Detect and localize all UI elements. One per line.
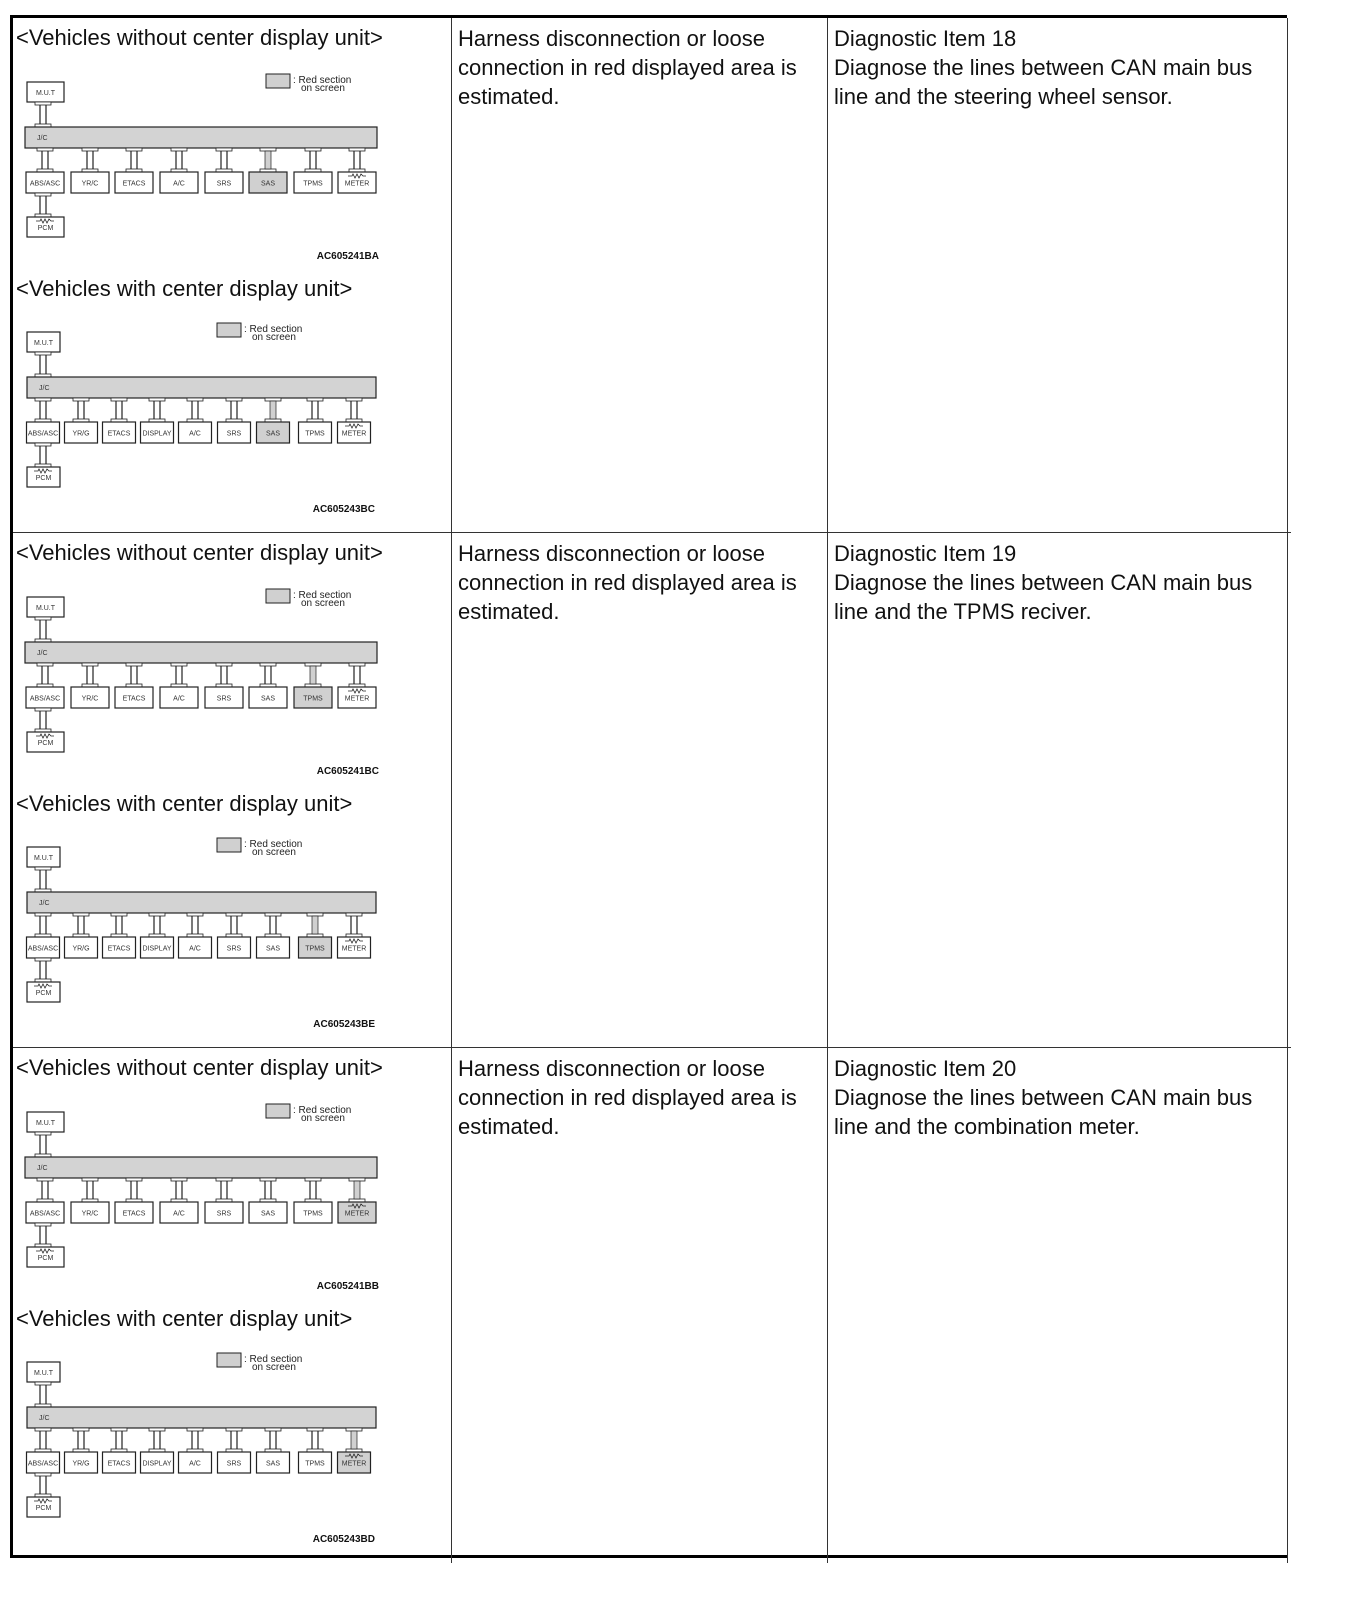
diagnostic-item-cell (828, 1048, 1288, 1563)
legend-text: : Red section (244, 1354, 303, 1365)
ecu-node-label: DISPLAY (142, 430, 172, 438)
legend-text: : Red section (244, 324, 303, 335)
connector-cap (35, 1473, 51, 1476)
ecu-node-label: YR/G (72, 945, 90, 953)
connector-cap (265, 913, 281, 916)
diagram-svg (13, 585, 393, 785)
legend-text: on screen (252, 332, 296, 343)
connector-cap (260, 148, 276, 151)
connector-line (354, 1181, 360, 1199)
ecu-node-label: TPMS (305, 430, 325, 438)
ecu-node-label: SRS (226, 430, 242, 438)
connector-cap (265, 398, 281, 401)
ecu-node-label: ETACS (107, 430, 131, 438)
diagram-cell (13, 18, 452, 532)
ecu-node-label: ABS/ASC (27, 430, 59, 438)
ecu-node-label: A/C (173, 1210, 185, 1218)
diagram-svg (13, 320, 393, 520)
ecu-node-label: ABS/ASC (27, 1460, 59, 1468)
connector-cap (149, 398, 165, 401)
connector-cap (126, 1178, 142, 1181)
ecu-node-label: ABS/ASC (27, 945, 59, 953)
legend-text: on screen (252, 847, 296, 858)
connector-cap (226, 398, 242, 401)
diagram-group (27, 323, 377, 515)
legend-swatch (266, 74, 290, 88)
connector-cap (35, 708, 51, 711)
ecu-node-label: SRS (216, 695, 232, 703)
figure-code: AC605243BC (312, 504, 375, 515)
ecu-node-label: DISPLAY (142, 1460, 172, 1468)
connector-cap (35, 617, 51, 620)
pcm-label: PCM (37, 1255, 54, 1262)
connector-cap (35, 1223, 51, 1226)
ecu-node-label: SAS (265, 1460, 281, 1468)
connector-cap (260, 1178, 276, 1181)
connector-cap (307, 398, 323, 401)
connector-cap (35, 867, 51, 870)
can-bus-label: J/C (39, 385, 50, 392)
ecu-node-label: TPMS (303, 1210, 323, 1218)
connector-line (351, 1431, 357, 1449)
connector-cap (111, 913, 127, 916)
legend-text: : Red section (244, 839, 303, 850)
ecu-node-label: METER (344, 1210, 370, 1218)
connector-cap (187, 398, 203, 401)
can-bus-diagram (13, 1350, 393, 1550)
connector-cap (187, 1428, 203, 1431)
figure-code: AC605243BD (312, 1534, 375, 1545)
diagram-group (27, 838, 377, 1030)
ecu-node-label: ABS/ASC (29, 180, 61, 188)
connector-cap (216, 663, 232, 666)
ecu-node-label: METER (344, 695, 370, 703)
ecu-node-label: ETACS (107, 945, 131, 953)
ecu-node-label: YR/C (81, 180, 99, 188)
diagnostic-item-description: Diagnose the lines between CAN main bus line and the TPMS reciver. (834, 570, 1253, 624)
vehicle-variant-label: <Vehicles with center display unit> (16, 791, 353, 816)
connector-cap (346, 398, 362, 401)
connector-cap (171, 148, 187, 151)
table-row (13, 533, 1291, 1048)
connector-cap (35, 352, 51, 355)
connector-cap (346, 913, 362, 916)
diagnostic-item-cell (828, 533, 1288, 1047)
diagnostic-item-cell (828, 18, 1288, 532)
harness-cause: Harness disconnection or loose connection in red displayed area is estimated. (452, 533, 828, 1047)
diagnostic-item-title: Diagnostic Item 18 (834, 26, 1017, 51)
connector-cap (37, 148, 53, 151)
connector-cap (126, 663, 142, 666)
diagram-cell (13, 1048, 452, 1563)
pcm-label: PCM (37, 740, 54, 747)
ecu-node-label: METER (341, 1460, 367, 1468)
connector-line (312, 916, 318, 934)
diagram-group (27, 1353, 377, 1545)
can-bus-bar (27, 892, 376, 913)
ecu-node-label: YR/C (81, 1210, 99, 1218)
ecu-node-label: SAS (260, 1210, 276, 1218)
ecu-node-label: SAS (260, 180, 276, 188)
can-bus-bar (25, 127, 377, 148)
ecu-node-label: A/C (173, 695, 185, 703)
connector-cap (307, 1428, 323, 1431)
ecu-node-label: ETACS (122, 1210, 146, 1218)
diagram-svg (13, 70, 393, 270)
ecu-node-label: ABS/ASC (29, 1210, 61, 1218)
legend-text: on screen (301, 83, 345, 94)
can-bus-diagram (13, 320, 393, 520)
connector-line (265, 151, 271, 169)
connector-cap (307, 913, 323, 916)
connector-cap (349, 663, 365, 666)
legend-text: : Red section (293, 590, 352, 601)
connector-cap (35, 1132, 51, 1135)
connector-cap (260, 663, 276, 666)
legend-text: on screen (301, 1113, 345, 1124)
pcm-label: PCM (35, 475, 52, 482)
connector-cap (305, 663, 321, 666)
connector-cap (111, 398, 127, 401)
can-bus-bar (25, 1157, 377, 1178)
connector-cap (126, 148, 142, 151)
ecu-node-label: YR/C (81, 695, 99, 703)
legend-swatch (266, 1104, 290, 1118)
connector-cap (35, 1428, 51, 1431)
diagnostic-item-title: Diagnostic Item 20 (834, 1056, 1017, 1081)
connector-cap (349, 148, 365, 151)
connector-cap (171, 663, 187, 666)
connector-cap (82, 663, 98, 666)
connector-cap (305, 148, 321, 151)
ecu-node-label: SRS (216, 180, 232, 188)
legend-text: : Red section (293, 75, 352, 86)
diagram-svg (13, 1100, 393, 1300)
diagram-cell (13, 533, 452, 1047)
table-row (13, 18, 1291, 533)
connector-cap (349, 1178, 365, 1181)
pcm-label: PCM (35, 1505, 52, 1512)
legend-swatch (217, 323, 241, 337)
connector-cap (35, 1382, 51, 1385)
ecu-node-label: SAS (265, 430, 281, 438)
connector-cap (35, 913, 51, 916)
ecu-node-label: SRS (226, 945, 242, 953)
connector-line (310, 666, 316, 684)
mut-label: M.U.T (33, 855, 54, 862)
ecu-node-label: METER (341, 945, 367, 953)
connector-cap (226, 913, 242, 916)
diagram-group (25, 74, 379, 262)
can-bus-bar (27, 377, 376, 398)
legend-text: on screen (252, 1362, 296, 1373)
connector-line (270, 401, 276, 419)
pcm-label: PCM (37, 225, 54, 232)
can-bus-diagram (13, 70, 393, 270)
connector-cap (346, 1428, 362, 1431)
ecu-node-label: SRS (226, 1460, 242, 1468)
ecu-node-label: YR/G (72, 1460, 90, 1468)
diagnostic-table (10, 15, 1287, 1558)
ecu-node-label: DISPLAY (142, 945, 172, 953)
ecu-node-label: A/C (189, 1460, 201, 1468)
figure-code: AC605241BC (316, 766, 379, 777)
harness-cause: Harness disconnection or loose connection in red displayed area is estimated. (452, 18, 828, 532)
can-bus-bar (27, 1407, 376, 1428)
harness-cause: Harness disconnection or loose connection in red displayed area is estimated. (452, 1048, 828, 1563)
diagram-group (25, 589, 379, 777)
connector-cap (111, 1428, 127, 1431)
ecu-node-label: TPMS (305, 945, 325, 953)
vehicle-variant-label: <Vehicles with center display unit> (16, 1306, 353, 1331)
legend-swatch (217, 1353, 241, 1367)
can-bus-label: J/C (39, 900, 50, 907)
can-bus-label: J/C (37, 1165, 48, 1172)
diagram-svg (13, 1350, 393, 1550)
ecu-node-label: ETACS (122, 695, 146, 703)
can-bus-bar (25, 642, 377, 663)
vehicle-variant-label: <Vehicles with center display unit> (16, 276, 353, 301)
ecu-node-label: TPMS (303, 695, 323, 703)
figure-code: AC605241BB (316, 1281, 379, 1292)
connector-cap (35, 958, 51, 961)
connector-cap (226, 1428, 242, 1431)
mut-label: M.U.T (35, 90, 56, 97)
connector-cap (265, 1428, 281, 1431)
connector-cap (73, 913, 89, 916)
connector-cap (35, 193, 51, 196)
connector-cap (216, 1178, 232, 1181)
ecu-node-label: METER (341, 430, 367, 438)
connector-cap (149, 1428, 165, 1431)
connector-cap (82, 1178, 98, 1181)
ecu-node-label: A/C (173, 180, 185, 188)
mut-label: M.U.T (33, 1370, 54, 1377)
connector-cap (305, 1178, 321, 1181)
connector-cap (82, 148, 98, 151)
figure-code: AC605241BA (316, 251, 379, 262)
legend-swatch (217, 838, 241, 852)
connector-cap (35, 102, 51, 105)
can-bus-diagram (13, 835, 393, 1035)
figure-code: AC605243BE (313, 1019, 375, 1030)
ecu-node-label: TPMS (305, 1460, 325, 1468)
connector-cap (37, 663, 53, 666)
connector-cap (35, 398, 51, 401)
ecu-node-label: A/C (189, 945, 201, 953)
connector-cap (187, 913, 203, 916)
diagram-svg (13, 835, 393, 1035)
diagnostic-item-description: Diagnose the lines between CAN main bus line and the combination meter. (834, 1085, 1253, 1139)
table-row (13, 1048, 1291, 1563)
mut-label: M.U.T (35, 1120, 56, 1127)
connector-cap (73, 1428, 89, 1431)
vehicle-variant-label: <Vehicles without center display unit> (16, 540, 383, 565)
vehicle-variant-label: <Vehicles without center display unit> (16, 25, 383, 50)
ecu-node-label: YR/G (72, 430, 90, 438)
connector-cap (73, 398, 89, 401)
ecu-node-label: A/C (189, 430, 201, 438)
can-bus-label: J/C (37, 135, 48, 142)
legend-text: on screen (301, 598, 345, 609)
mut-label: M.U.T (33, 340, 54, 347)
ecu-node-label: ETACS (107, 1460, 131, 1468)
diagnostic-item-description: Diagnose the lines between CAN main bus line and the steering wheel sensor. (834, 55, 1253, 109)
can-bus-label: J/C (39, 1415, 50, 1422)
ecu-node-label: METER (344, 180, 370, 188)
connector-cap (149, 913, 165, 916)
can-bus-label: J/C (37, 650, 48, 657)
vehicle-variant-label: <Vehicles without center display unit> (16, 1055, 383, 1080)
ecu-node-label: SRS (216, 1210, 232, 1218)
ecu-node-label: TPMS (303, 180, 323, 188)
can-bus-diagram (13, 1100, 393, 1300)
can-bus-diagram (13, 585, 393, 785)
ecu-node-label: ABS/ASC (29, 695, 61, 703)
ecu-node-label: SAS (260, 695, 276, 703)
legend-text: : Red section (293, 1105, 352, 1116)
legend-swatch (266, 589, 290, 603)
connector-cap (171, 1178, 187, 1181)
diagram-group (25, 1104, 379, 1292)
ecu-node-label: ETACS (122, 180, 146, 188)
ecu-node-label: SAS (265, 945, 281, 953)
connector-cap (216, 148, 232, 151)
connector-cap (35, 443, 51, 446)
mut-label: M.U.T (35, 605, 56, 612)
diagnostic-item-title: Diagnostic Item 19 (834, 541, 1017, 566)
connector-cap (37, 1178, 53, 1181)
pcm-label: PCM (35, 990, 52, 997)
